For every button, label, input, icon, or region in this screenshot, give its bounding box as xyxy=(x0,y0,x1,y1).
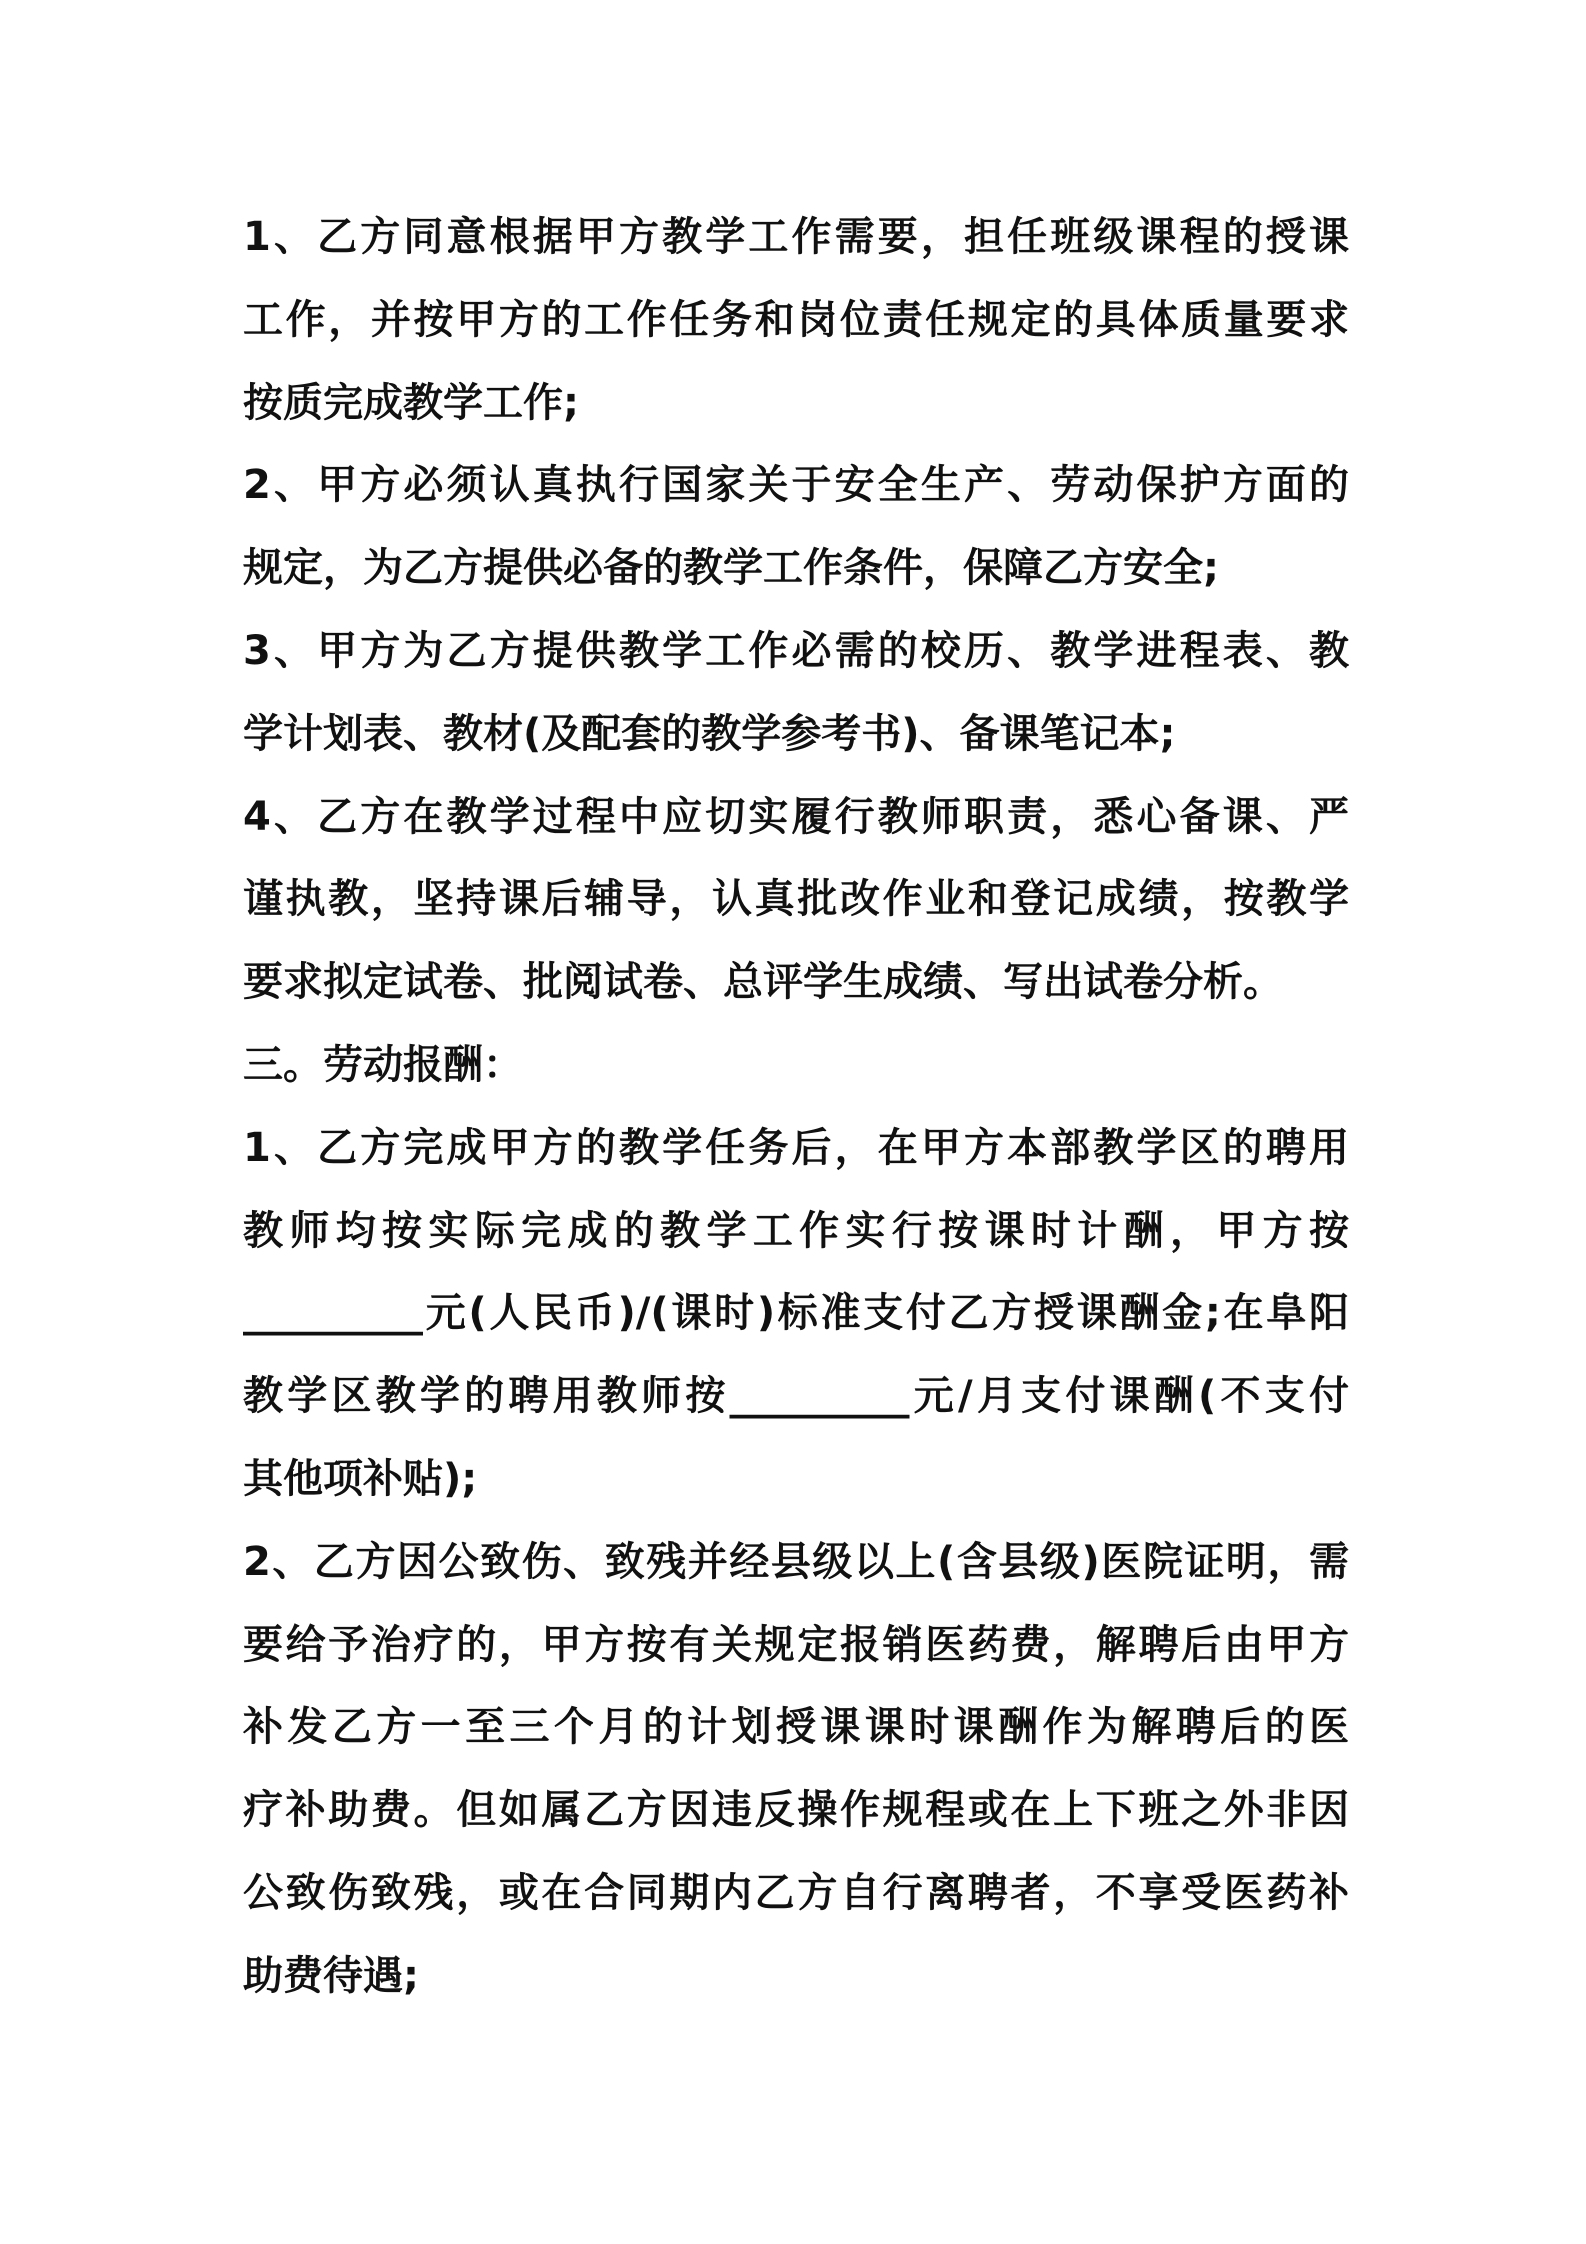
text-line: 补发乙方一至三个月的计划授课课时课酬作为解聘后的医 xyxy=(243,1704,1349,1751)
text-line: 规定，为乙方提供必备的教学工作条件，保障乙方安全; xyxy=(243,545,1219,592)
text-line: 1、乙方同意根据甲方教学工作需要，担任班级课程的授课 xyxy=(243,214,1349,260)
text-line: 疗补助费。但如属乙方因违反操作规程或在上下班之外非因 xyxy=(243,1787,1349,1834)
text-line: _________元(人民币)/(课时)标准支付乙方授课酬金;在阜阳 xyxy=(243,1290,1349,1337)
text-line: 公致伤致残，或在合同期内乙方自行离聘者，不享受医药补 xyxy=(243,1869,1349,1916)
text-line: 3、甲方为乙方提供教学工作必需的校历、教学进程表、教 xyxy=(243,627,1349,674)
text-line: 教师均按实际完成的教学工作实行按课时计酬，甲方按 xyxy=(243,1207,1349,1254)
text-line: 要给予治疗的，甲方按有关规定报销医药费，解聘后由甲方 xyxy=(243,1621,1349,1668)
text-line: 要求拟定试卷、批阅试卷、总评学生成绩、写出试卷分析。 xyxy=(243,959,1283,1006)
text-line: 助费待遇; xyxy=(243,1952,419,1999)
text-line: 工作，并按甲方的工作任务和岗位责任规定的具体质量要求 xyxy=(243,296,1349,343)
text-line: 1、乙方完成甲方的教学任务后，在甲方本部教学区的聘用 xyxy=(243,1124,1349,1171)
text-line: 4、乙方在教学过程中应切实履行教师职责，悉心备课、严 xyxy=(243,793,1349,840)
text-line: 2、甲方必须认真执行国家关于安全生产、劳动保护方面的 xyxy=(243,462,1349,509)
text-line: 谨执教，坚持课后辅导，认真批改作业和登记成绩，按教学 xyxy=(243,876,1349,923)
document-body xyxy=(243,196,1349,2018)
text-line: 其他项补贴); xyxy=(243,1455,478,1502)
text-line: 学计划表、教材(及配套的教学参考书)、备课笔记本; xyxy=(243,710,1176,757)
text-line: 教学区教学的聘用教师按_________元/月支付课酬(不支付 xyxy=(243,1373,1349,1420)
text-line: 2、乙方因公致伤、致残并经县级以上(含县级)医院证明，需 xyxy=(243,1538,1349,1585)
text-line: 按质完成教学工作; xyxy=(243,379,579,426)
section-heading: 三。劳动报酬： xyxy=(243,1041,523,1088)
